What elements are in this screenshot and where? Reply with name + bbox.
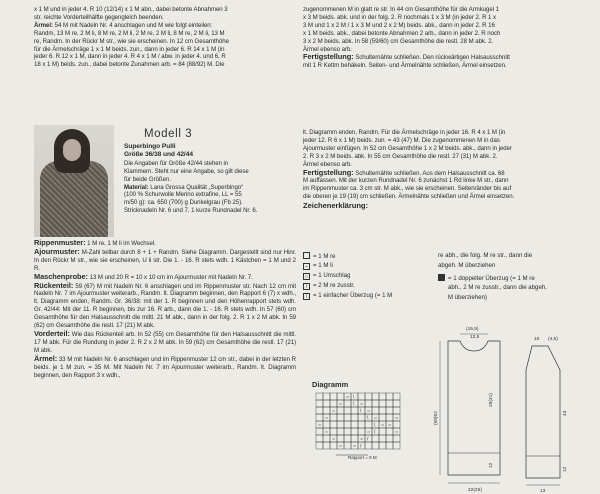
diagram-cell: [323, 435, 330, 442]
diagram-symbol: ○: [360, 401, 364, 408]
height-dim-label: (59)62: [434, 411, 439, 425]
diagram-rapport-label: Rapport = 8 M: [348, 455, 377, 460]
model-name: Superbingo Pulli: [124, 143, 176, 150]
diagram-cell: [372, 442, 379, 449]
aermel-paragraph-2: Ärmel: 33 M mit Nadeln Nr. 6 anschlagen und im Rippenmuster 12 cm str., dabei in der letzten R beids. je 1 M zun. = 35 M. Mit Nadeln Nr. 7 im Ajourmuster weiterarb., Randm. lt. Diagramm beginnen, den Rapport 3 x wdh.,: [34, 353, 296, 379]
diagram-symbol: ○: [318, 422, 322, 429]
diagram-cell: [337, 393, 344, 400]
diagram-cell: [372, 400, 379, 407]
diagram-symbol: \: [353, 401, 355, 408]
legend-text: abgeh. M überziehen: [438, 262, 496, 269]
diagram-cell: [393, 407, 400, 414]
diagram-symbol: ○: [332, 408, 336, 415]
text-line: jeder 6. R 12 x 1 M, dann in jeder 4. R 4 x 1 M / abw. in jeder 4. und 6. R: [34, 53, 226, 61]
text-line: lt. Diagramm enden, Randm. Für die Ärmelschräge in jeder 16. R 4 x 1 M (in: [303, 129, 506, 136]
empty-square-icon: [303, 252, 310, 259]
text-line: Randm, 13 M re, 2 M li, 8 M re, 2 M li, 2 M re, 2 M li, 8 M re, 2 M li, 13 M: [34, 29, 225, 37]
body-outline: [448, 341, 500, 475]
diagram-cell: [344, 414, 351, 421]
diagram-cell: [386, 393, 393, 400]
legend-item: = 1 M re: [303, 252, 336, 260]
text-line: Ärmel ebenso arb.: [303, 45, 352, 53]
text-line: x 3 M beids. abk. und in der folg. 2. R nochmals 1 x 3 M (in jeder 2. R 1 x: [303, 13, 497, 21]
diagram-cell: [358, 393, 365, 400]
model-info: [124, 143, 296, 215]
diagram-cell: [379, 393, 386, 400]
slash-square-icon: /: [303, 283, 310, 290]
text-line: re, Randm. In der Rückr M str., wie sie erscheinen. In 12 cm Gesamthöhe: [34, 37, 229, 45]
sleeve-width-label: 13: [540, 489, 546, 494]
text-line: Ärmel ebenso arb.: [303, 160, 352, 168]
diagram-title: Diagramm: [312, 380, 349, 389]
diagram-cell: [344, 435, 351, 442]
diagram-symbol: ○: [325, 429, 329, 436]
diagram-cell: [337, 435, 344, 442]
diagram-cell: [323, 442, 330, 449]
diagram-cell: [372, 435, 379, 442]
sleeve-top-value: (4,5): [548, 337, 558, 342]
left-column-bottom: [34, 239, 296, 379]
text-line: Stricknadeln Nr. 6 und 7, 1 kurze Rundnadel Nr. 6.: [124, 207, 258, 215]
sleeve-schematic: [508, 330, 578, 494]
diagram-symbol: ○: [360, 436, 364, 443]
knitting-diagram: [312, 391, 416, 463]
right-column-mid: [303, 129, 565, 210]
double-decrease-icon: [438, 274, 445, 281]
diagram-symbol: ○: [346, 394, 350, 401]
diagram-symbol: \: [367, 415, 369, 422]
diagram-cell: [316, 435, 323, 442]
diagram-cell: [372, 393, 379, 400]
model-sizes: Größe 36/38 und 42/44: [124, 150, 193, 158]
diagram-cell: [344, 400, 351, 407]
text-line: 3 M und 1 x 2 M / 1 x 3 M und 2 x 2 M) beids. abk., dann in jeder 2. R 16: [303, 21, 495, 29]
rib-height-label: 12: [489, 462, 494, 468]
diagram-cell: [337, 414, 344, 421]
diagram-cell: [386, 428, 393, 435]
circle-square-icon: ○: [304, 274, 309, 280]
mid-height-label: 29(31): [489, 393, 494, 407]
diagram-cell: [330, 393, 337, 400]
text-line: x 1 M beids. abk., dabei betonte Abnahmen 2 arb., dann in jeder 2. R noch: [303, 29, 501, 37]
legend-item: – = 1 M li: [303, 262, 333, 270]
diagram-symbol: ○: [395, 429, 399, 436]
text-line: str. reichte Vorderteilhälfte gegengleich beenden.: [34, 13, 164, 21]
diagram-cell: [351, 435, 358, 442]
diagram-cell: [316, 393, 323, 400]
diagram-symbol: ○: [395, 415, 399, 422]
diagram-cell: [393, 442, 400, 449]
text-line: 3 x 2 M beids. abk. In 58 (59/60) cm Gesamthöhe die restl. 28 M abk. 2.: [303, 37, 494, 45]
text-line: 18 x 1 M) beids. zun., dabei betonte Zunahmen arb. = 84 (88/92) M. Die: [34, 61, 225, 69]
diagram-symbol: ○: [374, 415, 378, 422]
diagram-cell: [379, 407, 386, 414]
diagram-cell: [337, 421, 344, 428]
diagram-cell: [351, 421, 358, 428]
diagram-cell: [358, 414, 365, 421]
diagram-symbol: ○: [388, 422, 392, 429]
diagram-cell: [344, 442, 351, 449]
diagram-cell: [316, 428, 323, 435]
diagram-cell: [386, 435, 393, 442]
diagram-cell: [351, 407, 358, 414]
sleeve-cuff-label: 12: [563, 466, 568, 472]
section-label: Ärmel:: [34, 21, 54, 29]
text-line: für beide Größen.: [124, 175, 171, 183]
model-photo: [34, 125, 114, 237]
diagram-cell: [344, 421, 351, 428]
diagram-cell: [323, 421, 330, 428]
diagram-cell: [358, 428, 365, 435]
diagram-symbol: \: [360, 408, 362, 415]
diagram-cell: [316, 400, 323, 407]
diagram-cell: [316, 414, 323, 421]
text-line: für die Ärmelschräge 1 x 1 M beids. zun., dann in jeder 6. R 14 x 1 M (in: [34, 45, 225, 53]
width-dim-label: 22(25): [468, 488, 482, 493]
sleeve-height-label: 43: [563, 410, 568, 416]
rueckenteil-paragraph: Rückenteil: 59 (67) M mit Nadeln Nr. 6 anschlagen und im Rippenmuster str. Nach 12 cm mit Nadeln Nr. 7 im Ajourmuster weiterarb., Randm. lt. Diagramm beginnen, den Rapport 6 (7) x wdh., lt. Diagramm enden, Randm. Gr. 36/38: mit der 1. R beginnen und den Höhenrapport stets wdh. Gr. 42/44: Mit der 11. R beginnen, bis zur 16. R arb., dann die 1. - 16. R stets wdh. In 57 (60) cm Gesamthöhe für den Halsausschnitt die mittl. 21 M abk., dann in der folg. 2. R 1 x 2 M abk. In 59 (62) cm Gesamthöhe die restl. 17 (21) M abk.: [34, 280, 296, 330]
legend-title: Zeichenerklärung:: [303, 201, 368, 211]
neck-dim-value: 12,5: [470, 335, 480, 340]
body-schematic: [430, 325, 510, 493]
diagram-symbol: ○: [332, 436, 336, 443]
diagram-cell: [351, 428, 358, 435]
diagram-cell: [337, 407, 344, 414]
photo-face: [63, 139, 81, 161]
diagram-cell: [344, 407, 351, 414]
backslash-square-icon: \: [303, 293, 310, 300]
ajour-paragraph: Ajourmuster: M-Zahl teilbar durch 8 + 1 + Randm. Siehe Diagramm. Dargestellt sind nur Hinr. In den Rückr M str., wie sie erscheinen, U li str. Die 1. - 16. R stets wdh. 1 Kästchen = 1 M und 2 R.: [34, 246, 296, 272]
diagram-cell: [330, 414, 337, 421]
text-line: Klammern. Steht nur eine Angabe, so gilt diese: [124, 167, 249, 175]
diagram-cell: [344, 428, 351, 435]
text-line: Die Angaben für Größe 42/44 stehen in: [124, 159, 229, 167]
diagram-cell: [386, 407, 393, 414]
diagram-cell: [316, 442, 323, 449]
model-title: Modell 3: [144, 128, 193, 140]
text-line: mit 1 R Kettm behäkeln. Seiten- und Ärmelnähte schließen, Ärmel einsetzen.: [303, 62, 507, 70]
right-column: [303, 6, 565, 70]
sleeve-outline: [526, 346, 560, 478]
maschenprobe-paragraph: Maschenprobe: 13 M und 20 R = 10 x 10 cm im Ajourmuster mit Nadeln Nr. 7.: [34, 271, 253, 281]
diagram-grid: [316, 393, 400, 450]
text-line: 2. R 3 x 2 M beids. abk. In 55 cm Gesamthöhe die restl. 27 (31) M abk. 2.: [303, 152, 498, 160]
legend-item: \ = 1 einfacher Überzug (= 1 M: [303, 292, 428, 300]
diagram-symbol: \: [353, 394, 355, 401]
fertigstellung-1: Fertigstellung: Schulternähte schließen. Den rückwärtigen Halsausschnitt: [303, 52, 510, 62]
diagram-cell: [379, 400, 386, 407]
text-line: (100 % Schurwolle Merino extrafine, LL = 55: [124, 191, 242, 199]
diagram-cell: [365, 421, 372, 428]
text-line: m/50 g): ca. 650 (700) g Dunkelgrau (Fb 25).: [124, 199, 243, 207]
diagram-cell: [337, 428, 344, 435]
diagram-cell: [393, 393, 400, 400]
diagram-cell: [386, 414, 393, 421]
diagram-symbol: \: [374, 422, 376, 429]
text-line: Ajourmuster einfügen. In 52 cm Gesamthöhe 1 x 2 M beids. abk., dann in jeder: [303, 144, 512, 152]
legend-item: / = 2 M re zusstr.: [303, 282, 355, 290]
diagram-cell: [393, 421, 400, 428]
diagram-symbol: ○: [339, 443, 343, 450]
text-line: im Rippenmuster ca. 3 cm str. M abk., wie sie erscheinen. Seitenränder bis auf: [303, 185, 512, 193]
diagram-cell: [379, 442, 386, 449]
left-column: [34, 6, 296, 69]
rippen-paragraph: Rippenmuster: 1 M re, 1 M li im Wechsel.: [34, 238, 156, 247]
diagram-symbol: ○: [367, 429, 371, 436]
diagram-cell: [372, 407, 379, 414]
legend-text: M überziehen): [448, 294, 487, 301]
legend-item: ○ = 1 Umschlag: [304, 272, 351, 280]
diagram-cell: [365, 393, 372, 400]
text-line: zugenommenen M in glatt re str. In 44 cm Gesamthöhe für die Armkugel 1: [303, 6, 499, 13]
material-line: Material: Lana Grossa Qualität „Superbingo“: [124, 183, 244, 191]
text-line: jeder 12. R 6 x 1 M) beids. zun. = 43 (47) M. Die zugenommenen M in das: [303, 136, 500, 144]
diagram-cell: [365, 442, 372, 449]
legend-text: re abh., die folg. M re str., dann die: [438, 252, 533, 259]
diagram-cell: [379, 428, 386, 435]
neck-dim-label: (15,5): [466, 327, 479, 332]
diagram-cell: [386, 442, 393, 449]
diagram-cell: [323, 393, 330, 400]
diagram-cell: [379, 414, 386, 421]
diagram-cell: [386, 400, 393, 407]
diagram-symbol: /: [374, 429, 376, 436]
diagram-cell: [323, 407, 330, 414]
diagram-cell: [330, 400, 337, 407]
legend-item: = 1 doppelter Überzug (= 1 M re: [438, 274, 535, 282]
diagram-cell: [323, 400, 330, 407]
text-line: x 1 M und in jeder 4. R 10 (12/14) x 1 M abn., dabei betonte Abnahmen 3: [34, 6, 228, 13]
diagram-cell: [393, 435, 400, 442]
diagram-cell: [316, 407, 323, 414]
diagram-cell: [330, 442, 337, 449]
fertigstellung-2: Fertigstellung: Schulternähte schließen. Aus dem Halsausschnitt ca. 68: [303, 167, 505, 177]
vorderteil-paragraph: Vorderteil: Wie das Rückenteil arb. In 52 (55) cm Gesamthöhe für den Halsausschnitt die mittl. 17 M abk. Für die Rundung in jeder 2. R 2 x 2 M abk. In 59 (62) cm Gesamthöhe die restl. 17 (21) M abk.: [34, 328, 296, 354]
text-line: M auffassen. Mit der kurzen Rundnadel Nr. 6 zunächst 1 Rd linke M str., dann: [303, 177, 509, 185]
diagram-symbol: ○: [353, 443, 357, 450]
diagram-cell: [330, 428, 337, 435]
diagram-cell: [365, 400, 372, 407]
diagram-symbol: ○: [367, 408, 371, 415]
diagram-cell: [393, 400, 400, 407]
diagram-symbol: /: [360, 443, 362, 450]
dash-square-icon: –: [303, 263, 310, 270]
text-line: die oberen je 19 (19) cm schließen. Ärmelnähte schließen und Ärmel einsetzen.: [303, 193, 515, 201]
aermel-paragraph: Ärmel: 54 M mit Nadeln Nr. 4 anschlagen und M wie folgt einteilen:: [34, 21, 213, 29]
legend-text: abh., 2 M re zusstr., dann die abgeh.: [448, 284, 547, 291]
diagram-cell: [330, 421, 337, 428]
diagram-symbol: /: [367, 436, 369, 443]
diagram-cell: [351, 414, 358, 421]
sleeve-top-label: 10: [534, 337, 540, 342]
diagram-symbol: ○: [339, 401, 343, 408]
diagram-symbol: ○: [325, 415, 329, 422]
diagram-cell: [358, 421, 365, 428]
diagram-symbol: ○: [381, 422, 385, 429]
diagram-cell: [379, 435, 386, 442]
